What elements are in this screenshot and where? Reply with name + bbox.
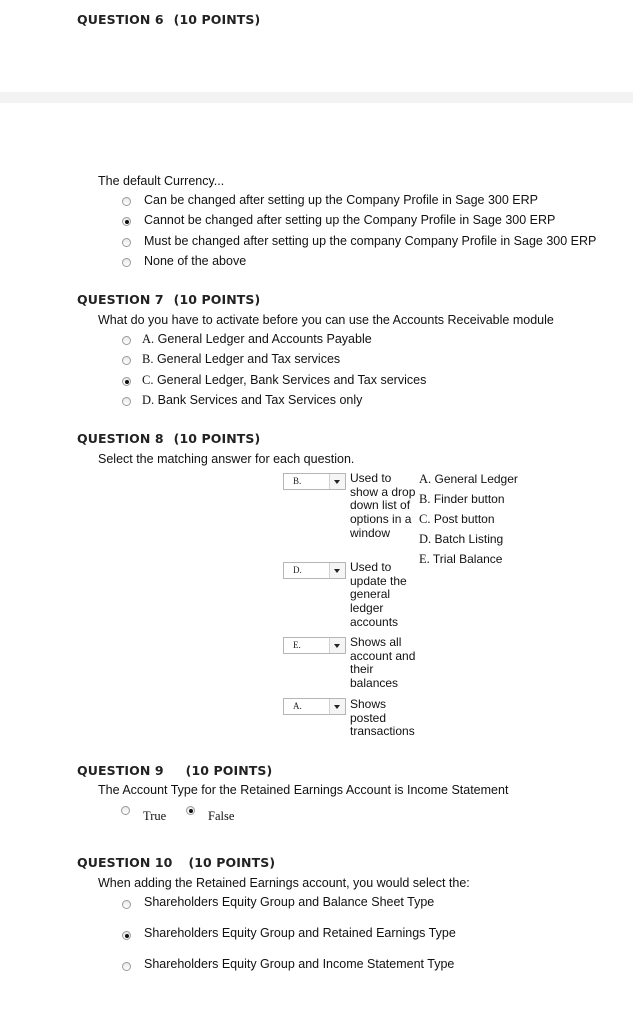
- option-letter: D.: [142, 393, 155, 407]
- question-9-prompt: The Account Type for the Retained Earnings Account is Income Statement: [98, 783, 509, 797]
- chevron-down-icon: [329, 563, 345, 578]
- q10-option-3-radio[interactable]: [122, 962, 131, 971]
- answer-letter: B.: [419, 492, 431, 506]
- option-letter: C.: [142, 373, 154, 387]
- question-title: QUESTION 10: [77, 855, 173, 870]
- chevron-down-icon: [329, 474, 345, 489]
- match-4-select[interactable]: [283, 698, 346, 715]
- option-text: General Ledger and Tax services: [156, 352, 341, 366]
- q6-option-1-radio[interactable]: [122, 197, 131, 206]
- answer-d: [419, 532, 503, 547]
- match-3-description: Shows all account and their balances: [350, 635, 416, 691]
- q7-option-c-label: [142, 373, 426, 388]
- chevron-down-icon: [329, 699, 345, 714]
- answer-letter: E.: [419, 552, 430, 566]
- answer-letter: D.: [419, 532, 432, 546]
- match-3-select[interactable]: [283, 637, 346, 654]
- answer-letter: A.: [419, 472, 432, 486]
- q7-option-a-label: [142, 332, 372, 347]
- question-8-heading: [77, 431, 260, 446]
- q10-option-3-label: Shareholders Equity Group and Income Statement Type: [144, 957, 455, 971]
- question-6-heading: [77, 12, 260, 27]
- question-title: QUESTION 9: [77, 763, 164, 778]
- answer-text: General Ledger: [434, 472, 518, 486]
- select-value: D.: [293, 565, 302, 575]
- question-points: (10 POINTS): [173, 292, 261, 307]
- q10-option-2-label: Shareholders Equity Group and Retained Earnings Type: [144, 926, 456, 940]
- option-letter: A.: [142, 332, 155, 346]
- q7-option-d-label: [142, 393, 362, 408]
- option-text: General Ledger, Bank Services and Tax services: [156, 373, 427, 387]
- answer-c: [419, 512, 495, 527]
- q6-option-1-label: Can be changed after setting up the Company Profile in Sage 300 ERP: [144, 193, 539, 207]
- chevron-down-icon: [329, 638, 345, 653]
- answer-text: Post button: [433, 512, 495, 526]
- answer-text: Finder button: [433, 492, 505, 506]
- question-points: (10 POINTS): [188, 855, 276, 870]
- select-value: A.: [293, 701, 302, 711]
- q6-option-4-label: None of the above: [144, 254, 247, 268]
- match-2-select[interactable]: [283, 562, 346, 579]
- answer-text: Trial Balance: [432, 552, 503, 566]
- option-text: General Ledger and Accounts Payable: [157, 332, 372, 346]
- option-text: Bank Services and Tax Services only: [157, 393, 363, 407]
- question-points: (10 POINTS): [185, 763, 273, 778]
- q7-option-b-label: [142, 352, 340, 367]
- select-value: E.: [293, 640, 301, 650]
- q10-option-1-radio[interactable]: [122, 900, 131, 909]
- q6-option-4-radio[interactable]: [122, 258, 131, 267]
- question-7-heading: [77, 292, 260, 307]
- match-1-select[interactable]: [283, 473, 346, 490]
- q7-option-c-radio[interactable]: [122, 377, 131, 386]
- answer-letter: C.: [419, 512, 431, 526]
- q6-option-2-radio[interactable]: [122, 217, 131, 226]
- answer-text: Batch Listing: [434, 532, 504, 546]
- q7-option-b-radio[interactable]: [122, 356, 131, 365]
- separator-band: [0, 92, 633, 103]
- answer-e: [419, 552, 502, 567]
- q9-false-radio[interactable]: [186, 806, 195, 815]
- q7-option-d-radio[interactable]: [122, 397, 131, 406]
- q6-option-3-radio[interactable]: [122, 238, 131, 247]
- option-letter: B.: [142, 352, 154, 366]
- question-points: (10 POINTS): [173, 431, 261, 446]
- question-title: QUESTION 7: [77, 292, 164, 307]
- q9-false-label: False: [208, 809, 235, 823]
- question-title: QUESTION 6: [77, 12, 164, 27]
- match-2-description: Used to update the general ledger accounts: [350, 560, 407, 629]
- q10-option-2-radio[interactable]: [122, 931, 131, 940]
- question-10-heading: [77, 855, 275, 870]
- question-7-prompt: What do you have to activate before you can use the Accounts Receivable module: [98, 313, 554, 327]
- match-1-description: Used to show a drop down list of options in a window: [350, 471, 416, 540]
- answer-b: [419, 492, 505, 507]
- q6-option-2-label: Cannot be changed after setting up the Company Profile in Sage 300 ERP: [144, 213, 556, 227]
- question-10-prompt: When adding the Retained Earnings account, you would select the:: [98, 876, 470, 890]
- match-4-description: Shows posted transactions: [350, 697, 415, 739]
- select-value: B.: [293, 476, 302, 486]
- question-title: QUESTION 8: [77, 431, 164, 446]
- question-9-heading: [77, 763, 272, 778]
- question-6-prompt: The default Currency...: [98, 174, 225, 188]
- q10-option-1-label: Shareholders Equity Group and Balance Sheet Type: [144, 895, 435, 909]
- answer-a: [419, 472, 518, 487]
- q9-true-label: True: [143, 809, 167, 823]
- question-8-prompt: Select the matching answer for each question.: [98, 452, 355, 466]
- question-points: (10 POINTS): [173, 12, 261, 27]
- q7-option-a-radio[interactable]: [122, 336, 131, 345]
- q6-option-3-label: Must be changed after setting up the company Company Profile in Sage 300 ERP: [144, 234, 597, 248]
- q9-true-radio[interactable]: [121, 806, 130, 815]
